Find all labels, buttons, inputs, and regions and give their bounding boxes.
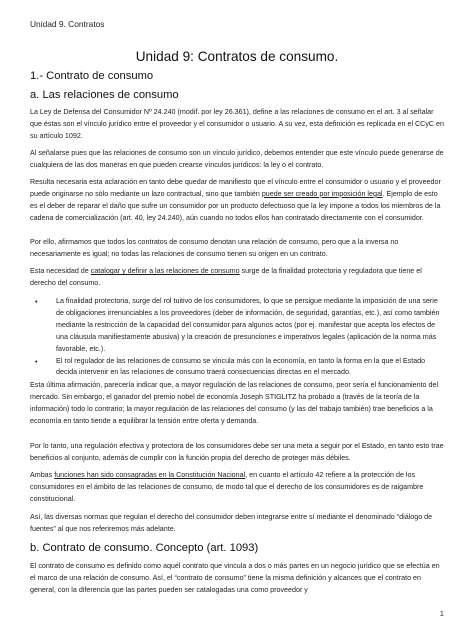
paragraph-4: Por ello, afirmamos que todos los contratos de consumo denotan una relación de consumo, pero que a la inversa no necesariamente es igual; no todas las relaciones de consumo tienen su origen en un contrato. [30, 238, 399, 258]
paragraph-8 [30, 470, 447, 506]
paragraph-3-text-a: Resulta necesaria esta aclaración en tanto debe quedar de manifiesto que el vínculo entre el consumidor o usuario y el proveedor puede originarse no sólo mediante un lazo contractual, sino que también [30, 178, 441, 198]
document-title: Unidad 9: Contratos de consumo. [135, 49, 339, 64]
paragraph-3-underlined: puede ser creado por imposición legal [261, 189, 383, 198]
bullet-text: El rol regulador de las relaciones de consumo se vincula más con la economía, en tanto la forma en la que el Estado decida intervenir en las relaciones de consumo traerá consecuencias directas en el mercado. [56, 356, 426, 377]
section-heading: 1.- Contrato de consumo [30, 70, 154, 82]
paragraph-9: Así, las diversas normas que regulan el derecho del consumidor deben integrarse entre sí mediante el denominado “diálogo de fuentes” al que nos referiremos más adelante. [30, 513, 433, 533]
running-header: Unidad 9. Contratos [30, 19, 105, 29]
paragraph-3-text-b: . Ejemplo de esto es el deber de reparar el daño que sufre un consumidor por un producto defectuoso que la ley impone a todos los miembros de la cadena de comercialización (art. 40, ley 24.240), aún cuando no todos ellos han contratado directamente con el consumidor. [30, 189, 441, 222]
bullet-item [35, 296, 446, 356]
paragraph-5-text-a: Esta necesidad de [30, 267, 91, 275]
paragraph-8-text-a: Ambas [30, 471, 55, 479]
bullet-item [35, 356, 446, 380]
paragraph-7: Por lo tanto, una regulación efectiva y protectora de los consumidores debe ser una meta a seguir por el Estado, en tanto esto trae beneficios al conjunto, además de cumplir con la función propia del derecho de proteger más débiles. [30, 442, 444, 462]
paragraph-10: El contrato de consumo es definido como aquél contrato que vincula a dos o más partes en un negocio jurídico que se efectúa en el marco de una relación de consumo. Así, el “contrato de consumo” tiene la misma definición y alcances que el contrato en general, con la diferencia que las partes pueden ser catalogadas una como proveedor y [30, 562, 440, 594]
paragraph-8-underlined: funciones han sido consagradas en la Constitución Nacional [54, 471, 246, 479]
paragraph-5 [30, 266, 447, 290]
paragraph-5-text-b: surge de la finalidad protectoria y reguladora que tiene el derecho del consumo. [30, 267, 422, 287]
subsection-heading-b: b. Contrato de consumo. Concepto (art. 1093) [30, 542, 259, 554]
bullet-list [35, 296, 446, 379]
subsection-heading-a: a. Las relaciones de consumo [30, 89, 179, 101]
paragraph-8-text-b: , en cuanto el artículo 42 refiere a la protección de los consumidores en el ámbito de las relaciones de consumo, de modo tal que el derecho de los consumidores es de raigambre constitucional. [30, 471, 424, 503]
bullet-text: La finalidad protectoria, surge del rol tuitivo de los consumidores, lo que se persigue mediante la imposición de una serie de obligaciones irrenunciables a los proveedores (deber de información, de seguridad, garantías, etc.), así como también mediante la restricción de la capacidad del consumidor para algunos actos (por ej. manifestar que acepta los efectos de una cláusula manifiestamente abusiva) y la creación de presunciones e imperativos legales (aplicación de la norma más favorable, etc.). [56, 297, 440, 353]
paragraph-3 [30, 177, 447, 225]
paragraph-2: Al señalarse pues que las relaciones de consumo son un vínculo jurídico, debemos entender que este vínculo puede generarse de cualquiera de las dos maneras en que pueden crearse vínculos jurídicos: la ley o el contrato. [30, 149, 444, 169]
bullet-icon: • [35, 297, 38, 306]
paragraph-1: La Ley de Defensa del Consumidor Nº 24.240 (modif. por ley 26.361), define a las relaciones de consumo en el art. 3 al señalar que éstas son el vínculo jurídico entre el proveedor y el consumidor o usuario. A su vez, esta definición es replicada en el CCyC en su artículo 1092. [30, 108, 444, 140]
bullet-icon: • [35, 356, 38, 366]
paragraph-5-underlined: catalogar y definir a las relaciones de consumo [90, 267, 240, 275]
paragraph-6: Esta última afirmación, parecería indicar que, a mayor regulación de las relaciones de consumo, peor sería el funcionamiento del mercado. Sin embargo, el ganador del premio nobel de economía Joseph STIGLITZ ha probado a (través de la teoría de la información) todo lo contrario; la mayor regulación de las relaciones del consumo (y las del trabajo también) trae beneficios a la economía en tanto tiende a equilibrar la tensión entre oferta y demanda. [30, 381, 439, 425]
page-number: 1 [439, 609, 444, 618]
